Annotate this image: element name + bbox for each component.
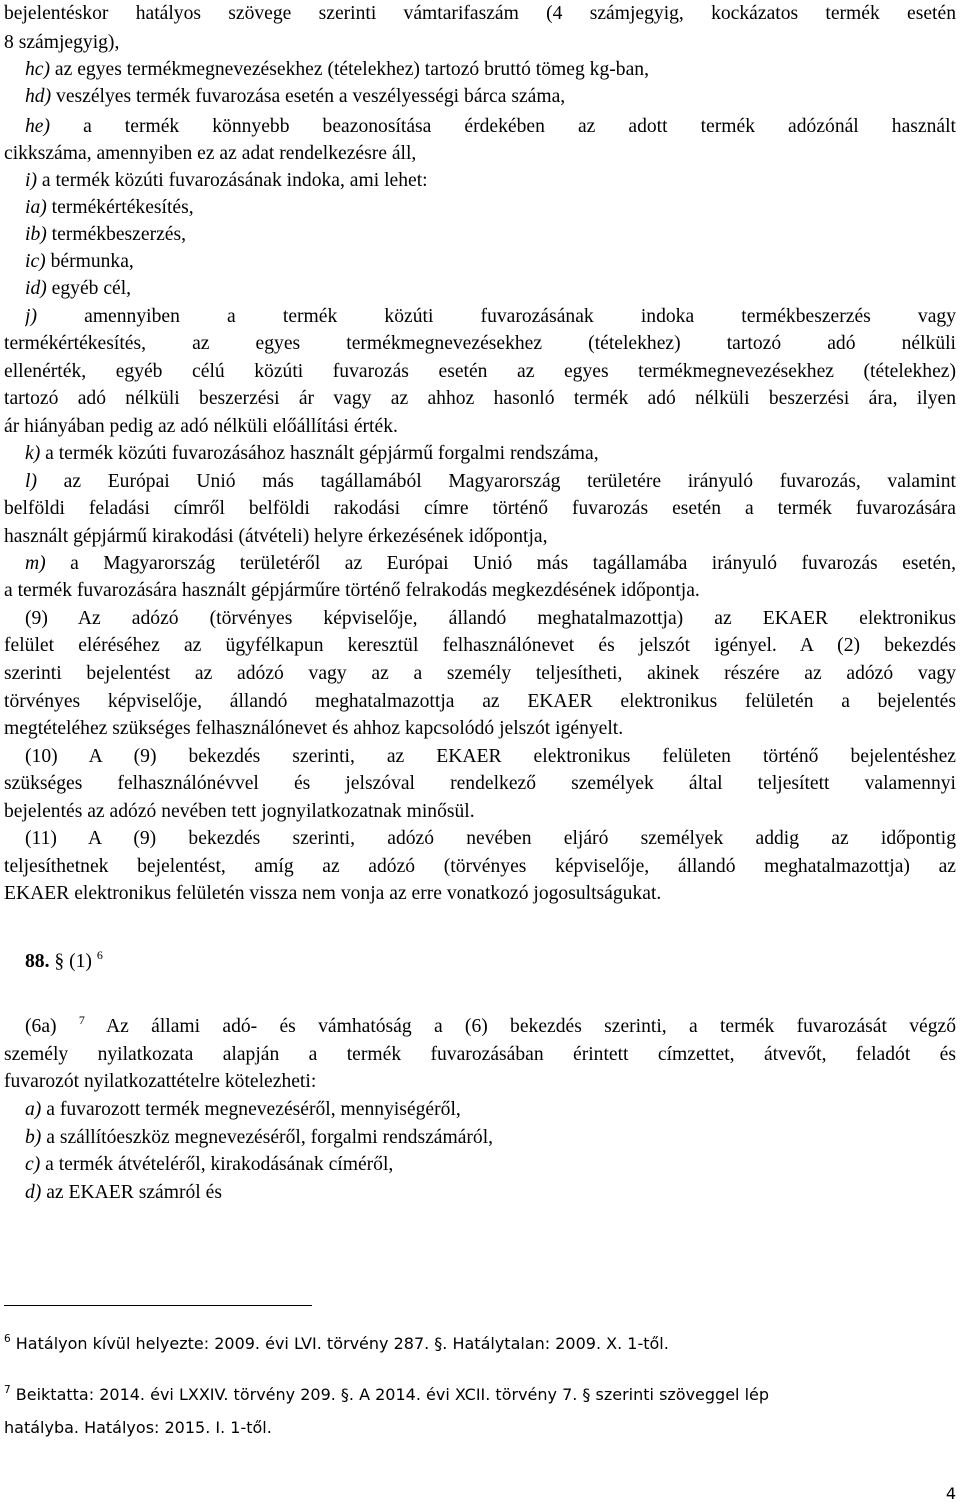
text-line: törvényes képviselője, állandó meghatalmazottja az EKAER elektronikus felületén a bejelentés: [4, 691, 956, 712]
list-item-j: j) amennyiben a termék közúti fuvarozásának indoka termékbeszerzés vagy: [25, 306, 956, 327]
text-line: 8 számjegyig),: [4, 32, 120, 53]
text-line: ár hiányában pedig az adó nélküli előállítási érték.: [4, 416, 398, 437]
paragraph-11: (11) A (9) bekezdés szerinti, adózó nevében eljáró személyek addig az időpontig: [25, 828, 956, 849]
list-item-l: l) az Európai Unió más tagállamából Magyarország területére irányuló fuvarozás, valamint: [25, 471, 956, 492]
text-line: tartozó adó nélküli beszerzési ár vagy az ahhoz hasonló termék adó nélküli beszerzési ára, ilyen: [4, 388, 956, 409]
list-item-c: c) a termék átvételéről, kirakodásának címéről,: [25, 1154, 394, 1175]
text-line: szerinti bejelentést az adózó vagy az a személy teljesítheti, akinek részére az adózó vagy: [4, 663, 956, 684]
footnote-ref-7[interactable]: 7: [78, 1013, 85, 1027]
list-item-he: he) a termék könnyebb beazonosítása érdekében az adott termék adózónál használt: [25, 116, 956, 137]
page-number: 4: [945, 1484, 956, 1503]
text-line: fuvarozót nyilatkozattételre kötelezheti:: [4, 1071, 317, 1092]
list-item-id: id) egyéb cél,: [25, 278, 132, 299]
list-item-ib: ib) termékbeszerzés,: [25, 224, 187, 245]
text-line: szükséges felhasználónévvel és jelszóval rendelkező személyek által teljesített valamennyi: [4, 773, 956, 794]
list-item-b: b) a szállítóeszköz megnevezéséről, forgalmi rendszámáról,: [25, 1127, 494, 1148]
paragraph-9: (9) Az adózó (törvényes képviselője, állandó meghatalmazottja) az EKAER elektronikus: [25, 608, 956, 629]
list-item-ic: ic) bérmunka,: [25, 251, 134, 272]
list-item-k: k) a termék közúti fuvarozásához használt gépjármű forgalmi rendszáma,: [25, 443, 599, 464]
text-line: belföldi feladási címről belföldi rakodási címre történő fuvarozás esetén a termék fuvarozására: [4, 498, 956, 519]
paragraph-6a: (6a) $^7$ Az állami adó- és vámhatóság a (6) bekezdés szerinti, a termék fuvarozását végző: [25, 1013, 956, 1037]
list-item-m: m) a Magyarország területéről az Európai Unió más tagállamába irányuló fuvarozás esetén,: [25, 553, 956, 574]
footnote-6: $^6$ Hatályon kívül helyezte: 2009. évi LVI. törvény 287. §. Hatálytalan: 2009. X. 1-től.: [4, 1333, 669, 1353]
paragraph-10: (10) A (9) bekezdés szerinti, az EKAER elektronikus felületen történő bejelentéshez: [25, 746, 956, 767]
list-item-hd: hd) veszélyes termék fuvarozása esetén a veszélyességi bárca száma,: [25, 86, 566, 107]
text-line: bejelentéskor hatályos szövege szerinti vámtarifaszám (4 számjegyig, kockázatos termék esetén: [4, 3, 956, 24]
text-line: a termék fuvarozására használt gépjárműre történő felrakodás megkezdésének időpontja.: [4, 580, 700, 601]
list-item-a: a) a fuvarozott termék megnevezéséről, mennyiségéről,: [25, 1099, 461, 1120]
footnote-7-cont: hatályba. Hatályos: 2015. I. 1-től.: [4, 1418, 272, 1437]
text-line: teljesíthetnek bejelentést, amíg az adózó (törvényes képviselője, állandó meghatalmazottja) az: [4, 856, 956, 877]
text-line: használt gépjármű kirakodási (átvételi) helyre érkezésének időpontja,: [4, 526, 548, 547]
section-heading: 88. § (1) $^6$: [25, 948, 103, 972]
text-line: felület eléréséhez az ügyfélkapun keresztül felhasználónevet és jelszót igényel. A (2) bekezdés: [4, 635, 956, 656]
text-line: cikkszáma, amennyiben ez az adat rendelkezésre áll,: [4, 143, 417, 164]
footnote-separator: [4, 1305, 312, 1306]
list-item-hc: hc) az egyes termékmegnevezésekhez (tételekhez) tartozó bruttó tömeg kg-ban,: [25, 59, 649, 80]
list-item-ia: ia) termékértékesítés,: [25, 197, 194, 218]
text-line: bejelentés az adózó nevében tett jognyilatkozatnak minősül.: [4, 801, 475, 822]
footnote-7: $^7$ Beiktatta: 2014. évi LXXIV. törvény 209. §. A 2014. évi XCII. törvény 7. § szerinti szöveggel lép: [4, 1384, 770, 1404]
text-line: termékértékesítés, az egyes termékmegnevezésekhez (tételekhez) tartozó adó nélküli: [4, 333, 956, 354]
text-line: személy nyilatkozata alapján a termék fuvarozásában érintett címzettet, átvevőt, feladót és: [4, 1044, 956, 1065]
text-line: EKAER elektronikus felületén vissza nem vonja az erre vonatkozó jogosultságukat.: [4, 883, 662, 904]
footnote-ref-6[interactable]: 6: [96, 948, 103, 962]
list-item-i: i) a termék közúti fuvarozásának indoka, ami lehet:: [25, 170, 428, 191]
text-line: ellenérték, egyéb célú közúti fuvarozás esetén az egyes termékmegnevezésekhez (tételekhez): [4, 361, 956, 382]
text-line: megtételéhez szükséges felhasználónevet és ahhoz kapcsolódó jelszót igényelt.: [4, 718, 624, 739]
list-item-d: d) az EKAER számról és: [25, 1182, 222, 1203]
